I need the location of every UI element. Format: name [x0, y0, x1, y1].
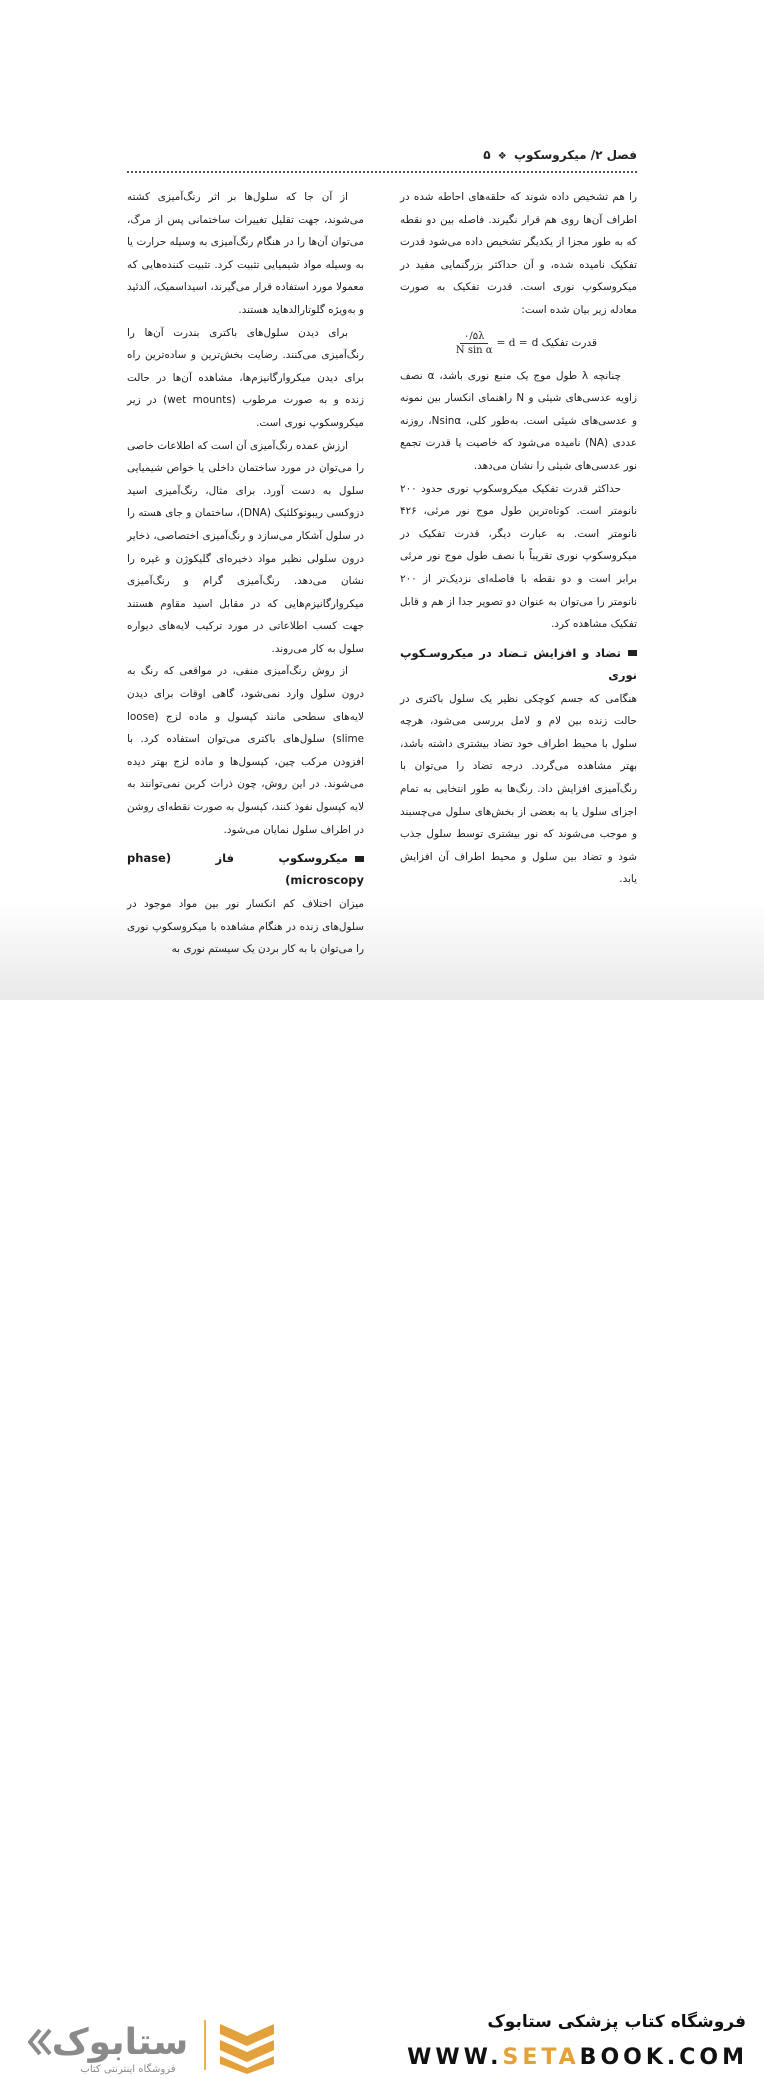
site-accent: SETA [502, 2045, 580, 2070]
paragraph: از روش رنگ‌آمیزی منفی، در مواقعی که رنگ به درون سلول وارد نمی‌شود، گاهی اوقات برای دیدن لایه‌های سطحی مانند کپسول و ماده لزج (loose slime) سلول‌های باکتری می‌توان استفاده کرد. با افزودن مرکب چین، کپسول‌ها و ماده لزج بهتر دیده می‌شوند. در این روش، چون ذرات کربن نمی‌توانند به لایه کپسول نفوذ کنند، کپسول به صورت نقطه‌ای روشن در اطراف سلول نمایان می‌شود. [127, 665, 364, 836]
chevron-stack-icon [212, 2016, 282, 2074]
svg-text:فروشگاه اینترنتی کتاب: فروشگاه اینترنتی کتاب [80, 2064, 176, 2075]
paragraph: هنگامی که جسم کوچکی نظیر یک سلول باکتری در حالت زنده بین لام و لامل بررسی می‌شود، هرچه سلول با محیط اطراف خود تضاد بیشتری داشته باشد، بهتر مشاهده می‌گردد. درجه تضاد را می‌توان با رنگ‌آمیزی افزایش داد. رنگ‌ها به طور انتخابی به تمام اجزای سلول یا به بعضی از بخش‌های سلول می‌چسبند و موجب می‌شوند که نور بیشتری توسط سلول جذب شود و تضاد بین سلول و محیط اطراف آن افزایش یابد. [400, 692, 637, 886]
paragraph: ارزش عمده رنگ‌آمیزی آن است که اطلاعات خاصی را می‌توان در مورد ساختمان داخلی یا خواص شیمیایی سلول به دست آورد. برای مثال، رنگ‌آمیزی اسید دزوکسی ریبونوکلئیک (DNA)، ساختمان و جای هسته را در سلول آشکار می‌سازد و رنگ‌آمیزی اختصاصی، ذخایر درون سلولی نظیر مواد ذخیره‌ای گلیکوژن و غیره را نشان می‌دهد. رنگ‌آمیزی گرام و رنگ‌آمیزی میکروارگانیزم‌هایی که در مقابل اسید مقاوم هستند جهت کسب اطلاعاتی در مورد ترکیب لایه‌های دیواره سلول به کار می‌روند. [127, 439, 364, 655]
paragraph: از آن جا که سلول‌ها بر اثر رنگ‌آمیزی کشته می‌شوند، جهت تقلیل تغییرات ساختمانی پس از مرگ، می‌توان آن‌ها را در هنگام رنگ‌آمیزی به وسیله حرارت یا به وسیله مواد شیمیایی تثبیت کرد. تثبیت کننده‌هایی که معمولا مورد استفاده قرار می‌گیرند، اسیداسمیک، آلدئید و به‌ویژه گلوتارالدهاید هستند. [127, 191, 364, 316]
section-heading [400, 642, 637, 686]
formula-denominator: N sin α [455, 344, 493, 356]
paragraph: میزان اختلاف کم انکسار نور بین مواد موجود در سلول‌های زنده در هنگام مشاهده با میکروسکوپ نوری را می‌توان با به کار بردن یک سیستم نوری به [127, 898, 364, 956]
paragraph: حداکثر قدرت تفکیک میکروسکوپ نوری حدود ۲۰۰ نانومتر است. کوتاه‌ترین طول موج نور مرئی، ۴۲۶ نانومتر است. به عبارت دیگر، قدرت تفکیک در میکروسکوپ نوری تقریباً با نصف طول موج نور مرئی برابر است و دو نقطه با فاصله‌ای نزدیک‌تر از ۲۰۰ نانومتر را می‌توان به عنوان دو تصویر جدا از هم و قابل تفکیک مشاهده کرد. [400, 482, 637, 631]
site-suffix: BOOK.COM [579, 2045, 748, 2070]
section-heading [127, 847, 364, 891]
running-header [483, 148, 637, 162]
paragraph: برای دیدن سلول‌های باکتری بندرت آن‌ها را رنگ‌آمیزی می‌کنند. رضایت بخش‌ترین و ساده‌ترین راه برای دیدن میکروارگانیزم‌ها، مشاهده آن‌ها در حالت زنده و به صورت مرطوب (wet mounts) در زیر میکروسکوپ نوری است. [127, 326, 364, 429]
svg-text:ستابوک: ستابوک [51, 2022, 189, 2063]
section-heading-text: میکروسکوپ فاز (phase microscopy) [127, 851, 364, 888]
paragraph: را هم تشخیص داده شوند که حلقه‌های احاطه شده در اطراف آن‌ها روی هم قرار نگیرند. فاصله بین دو نقطه که به طور مجزا از یکدیگر تشخیص داده می‌شود قدرت تفکیک نامیده شده، و آن حداکثر بزرگنمایی مفید در میکروسکوپ نوری است. قدرت تفکیک به صورت معادله زیر بیان شده است: [400, 191, 637, 316]
logo-divider [204, 2020, 206, 2070]
formula-numerator: ۰/۵λ [460, 330, 488, 344]
chapter-title: فصل ۲/ میکروسکوپ [513, 148, 637, 162]
square-bullet-icon [355, 856, 364, 862]
square-bullet-icon [628, 650, 637, 656]
formula-label: قدرت تفکیک d [531, 336, 597, 349]
formula-equals: = d = [496, 336, 528, 349]
diamond-icon: ❖ [497, 151, 507, 162]
resolution-formula [400, 330, 637, 357]
site-prefix: WWW. [407, 2045, 503, 2070]
section-heading-text: تضاد و افزایش تـضاد در میکروسـکوپ نوری [400, 645, 637, 682]
setabook-logo [28, 2010, 208, 2078]
paragraph: چنانچه λ طول موج یک منبع نوری باشد، α نصف زاویه عدسی‌های شیئی و N راهنمای انکسار بین نمونه و عدسی‌های شیئی است. به‌طور کلی، Nsinα، روزنه عددی (NA) نامیده می‌شود که خاصیت یا قدرت تجمع نور عدسی‌های شیئی را نشان می‌دهد. [400, 369, 637, 472]
page-number: ۵ [483, 148, 491, 162]
store-name: فروشگاه کتاب پزشکی ستابوک [487, 2012, 746, 2032]
book-page [0, 0, 764, 1000]
footer-banner [0, 1000, 764, 2075]
right-column [400, 186, 637, 891]
header-divider [127, 171, 637, 173]
left-column [127, 186, 364, 961]
formula-fraction [456, 330, 493, 357]
website-url [407, 2045, 748, 2070]
